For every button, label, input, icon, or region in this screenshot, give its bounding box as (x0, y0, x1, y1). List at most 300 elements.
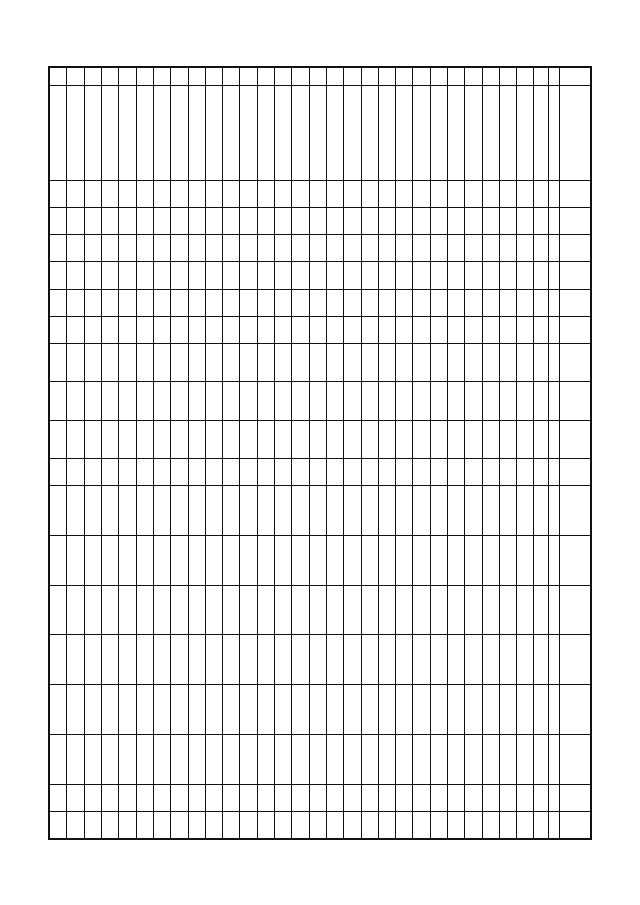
table-cell (50, 316, 67, 343)
table-cell (153, 381, 170, 419)
table-cell (465, 289, 482, 316)
table-cell (413, 289, 430, 316)
table-cell (430, 85, 447, 180)
table-cell (309, 585, 326, 635)
table-cell (549, 381, 559, 419)
table-cell (292, 261, 309, 288)
table-cell (396, 684, 413, 734)
table-cell (240, 784, 257, 811)
table-cell (549, 485, 559, 535)
table-cell (465, 343, 482, 381)
table-cell (378, 343, 395, 381)
table-cell (549, 420, 559, 458)
table-cell (205, 811, 222, 838)
table-cell (326, 67, 343, 85)
table-cell (67, 316, 84, 343)
table-cell (205, 585, 222, 635)
table-cell (413, 784, 430, 811)
table-cell (326, 234, 343, 261)
table-header-cell (559, 535, 590, 585)
table-cell (448, 67, 465, 85)
table-cell (257, 535, 274, 585)
table-cell (361, 784, 378, 811)
table-cell (482, 289, 499, 316)
table-cell (257, 458, 274, 485)
table-row (396, 67, 413, 838)
table-cell (326, 261, 343, 288)
table-cell (67, 207, 84, 234)
table-cell (102, 67, 119, 85)
document-table (49, 67, 591, 839)
table-cell (517, 67, 534, 85)
table-cell (549, 316, 559, 343)
table-cell (344, 784, 361, 811)
table-cell (396, 85, 413, 180)
table-cell (275, 261, 292, 288)
table-cell (534, 85, 549, 180)
table-cell (188, 67, 205, 85)
table-cell (361, 734, 378, 784)
table-cell (344, 734, 361, 784)
table-cell (257, 634, 274, 684)
table-cell (309, 634, 326, 684)
table-cell (482, 180, 499, 207)
table-cell (326, 684, 343, 734)
table-cell (84, 343, 101, 381)
table-cell (223, 535, 240, 585)
table-cell (84, 316, 101, 343)
table-cell (102, 420, 119, 458)
table-cell (549, 261, 559, 288)
table-cell (309, 734, 326, 784)
table-cell (50, 261, 67, 288)
table-cell (153, 261, 170, 288)
table-cell (309, 207, 326, 234)
table-cell (102, 535, 119, 585)
table-cell (378, 485, 395, 535)
table-cell (396, 261, 413, 288)
table-cell (448, 261, 465, 288)
table-cell (448, 535, 465, 585)
table-row (292, 67, 309, 838)
table-cell (67, 811, 84, 838)
table-cell (549, 234, 559, 261)
table-row (482, 67, 499, 838)
table-header-cell (559, 67, 590, 85)
table-row (240, 67, 257, 838)
table-cell (67, 420, 84, 458)
table-cell (549, 85, 559, 180)
table-cell (205, 343, 222, 381)
table-cell (136, 634, 153, 684)
table-cell (119, 458, 136, 485)
table-row (205, 67, 222, 838)
table-cell (378, 289, 395, 316)
table-cell (67, 343, 84, 381)
table-cell (413, 67, 430, 85)
table-row (378, 67, 395, 838)
table-cell (67, 485, 84, 535)
table-cell (361, 684, 378, 734)
table-cell (102, 634, 119, 684)
table-cell (534, 585, 549, 635)
table-header-cell (559, 85, 590, 180)
table-cell (102, 784, 119, 811)
table-cell (275, 784, 292, 811)
table-cell (378, 734, 395, 784)
table-cell (67, 289, 84, 316)
table-cell (309, 535, 326, 585)
table-cell (499, 734, 516, 784)
table-cell (465, 67, 482, 85)
table-cell (517, 485, 534, 535)
table-cell (67, 381, 84, 419)
table-cell (171, 585, 188, 635)
table-cell (378, 585, 395, 635)
table-cell (534, 684, 549, 734)
table-cell (482, 535, 499, 585)
table-cell (326, 316, 343, 343)
table-cell (378, 316, 395, 343)
table-cell (482, 458, 499, 485)
table-cell (240, 634, 257, 684)
table-cell (482, 420, 499, 458)
table-cell (499, 811, 516, 838)
table-cell (119, 343, 136, 381)
table-cell (361, 67, 378, 85)
table-cell (465, 535, 482, 585)
table-cell (240, 67, 257, 85)
table-cell (534, 289, 549, 316)
table-cell (275, 420, 292, 458)
table-cell (275, 634, 292, 684)
table-header-cell (559, 585, 590, 635)
table-cell (153, 67, 170, 85)
table-cell (378, 67, 395, 85)
table-cell (482, 67, 499, 85)
table-cell (396, 207, 413, 234)
table-cell (465, 420, 482, 458)
table-cell (413, 420, 430, 458)
table-cell (102, 234, 119, 261)
table-cell (344, 343, 361, 381)
table-cell (378, 85, 395, 180)
table-cell (240, 180, 257, 207)
table-cell (344, 684, 361, 734)
table-cell (534, 734, 549, 784)
table-cell (275, 85, 292, 180)
table-cell (448, 180, 465, 207)
table-cell (223, 585, 240, 635)
table-cell (223, 684, 240, 734)
table-cell (465, 180, 482, 207)
table-cell (223, 458, 240, 485)
table-cell (275, 811, 292, 838)
table-cell (136, 811, 153, 838)
table-cell (171, 734, 188, 784)
table-cell (326, 734, 343, 784)
table-cell (257, 420, 274, 458)
table-cell (275, 67, 292, 85)
table-cell (465, 585, 482, 635)
table-header-cell (559, 261, 590, 288)
table-cell (378, 535, 395, 585)
table-cell (171, 535, 188, 585)
table-cell (171, 634, 188, 684)
table-cell (517, 811, 534, 838)
table-cell (326, 207, 343, 234)
table-cell (517, 234, 534, 261)
table-cell (549, 535, 559, 585)
table-cell (517, 535, 534, 585)
table-cell (448, 289, 465, 316)
table-cell (292, 634, 309, 684)
table-cell (482, 343, 499, 381)
table-cell (309, 343, 326, 381)
table-cell (344, 811, 361, 838)
table-cell (223, 811, 240, 838)
table-cell (275, 585, 292, 635)
table-cell (482, 261, 499, 288)
table-cell (430, 316, 447, 343)
table-cell (413, 316, 430, 343)
table-row (275, 67, 292, 838)
table-cell (413, 535, 430, 585)
table-cell (171, 485, 188, 535)
table-cell (102, 734, 119, 784)
table-cell (119, 85, 136, 180)
table-cell (257, 67, 274, 85)
table-cell (396, 316, 413, 343)
table-cell (257, 234, 274, 261)
table-cell (84, 85, 101, 180)
table-cell (240, 234, 257, 261)
table-cell (344, 485, 361, 535)
table-cell (413, 234, 430, 261)
table-cell (292, 207, 309, 234)
table-cell (361, 811, 378, 838)
table-cell (240, 316, 257, 343)
table-cell (499, 634, 516, 684)
table-cell (448, 734, 465, 784)
table-cell (119, 289, 136, 316)
table-cell (275, 381, 292, 419)
table-header-cell (559, 634, 590, 684)
table-cell (257, 684, 274, 734)
table-header-cell (559, 458, 590, 485)
table-cell (240, 585, 257, 635)
table-cell (361, 343, 378, 381)
table-cell (413, 381, 430, 419)
table-cell (119, 381, 136, 419)
table-cell (344, 458, 361, 485)
table-header-cell (559, 289, 590, 316)
table-cell (257, 811, 274, 838)
table-row (413, 67, 430, 838)
table-cell (326, 289, 343, 316)
table-cell (223, 343, 240, 381)
table-cell (136, 381, 153, 419)
table-cell (188, 261, 205, 288)
table-cell (205, 207, 222, 234)
table-cell (223, 784, 240, 811)
table-cell (309, 458, 326, 485)
table-cell (153, 316, 170, 343)
table-cell (171, 381, 188, 419)
table-cell (50, 85, 67, 180)
table-cell (257, 585, 274, 635)
table-cell (153, 535, 170, 585)
table-cell (549, 634, 559, 684)
table-cell (188, 234, 205, 261)
table-cell (430, 343, 447, 381)
table-row (361, 67, 378, 838)
table-cell (205, 289, 222, 316)
table-cell (482, 784, 499, 811)
table-header-cell (559, 180, 590, 207)
table-row (171, 67, 188, 838)
table-cell (50, 458, 67, 485)
table-cell (534, 485, 549, 535)
table-cell (430, 784, 447, 811)
table-cell (430, 381, 447, 419)
table-cell (102, 207, 119, 234)
table-cell (517, 343, 534, 381)
table-cell (534, 381, 549, 419)
table-cell (482, 381, 499, 419)
table-cell (292, 289, 309, 316)
table-cell (499, 207, 516, 234)
table-cell (517, 734, 534, 784)
table-cell (188, 811, 205, 838)
table-cell (309, 485, 326, 535)
table-cell (499, 343, 516, 381)
table-cell (171, 261, 188, 288)
table-cell (378, 784, 395, 811)
table-cell (326, 180, 343, 207)
table-cell (205, 316, 222, 343)
table-cell (136, 289, 153, 316)
table-cell (361, 207, 378, 234)
table-cell (136, 343, 153, 381)
table-cell (430, 811, 447, 838)
table-header-cell (559, 684, 590, 734)
table-cell (549, 734, 559, 784)
table-cell (223, 67, 240, 85)
table-cell (482, 634, 499, 684)
table-cell (309, 420, 326, 458)
table-cell (396, 234, 413, 261)
table-cell (448, 234, 465, 261)
table-cell (378, 811, 395, 838)
table-row (344, 67, 361, 838)
table-cell (240, 734, 257, 784)
table-cell (240, 207, 257, 234)
table-cell (67, 684, 84, 734)
table-cell (465, 634, 482, 684)
table-cell (257, 485, 274, 535)
table-cell (378, 634, 395, 684)
table-cell (396, 343, 413, 381)
table-cell (275, 343, 292, 381)
table-cell (188, 180, 205, 207)
table-cell (396, 485, 413, 535)
table-cell (396, 634, 413, 684)
table-cell (136, 485, 153, 535)
table-cell (102, 381, 119, 419)
table-cell (171, 207, 188, 234)
table-cell (517, 85, 534, 180)
table-cell (361, 381, 378, 419)
table-cell (275, 458, 292, 485)
table-cell (430, 585, 447, 635)
table-cell (188, 684, 205, 734)
table-cell (153, 458, 170, 485)
table-cell (50, 289, 67, 316)
table-cell (205, 180, 222, 207)
table-cell (102, 343, 119, 381)
table-cell (344, 85, 361, 180)
table-cell (549, 67, 559, 85)
table-cell (534, 458, 549, 485)
table-cell (430, 420, 447, 458)
table-cell (188, 784, 205, 811)
table-cell (448, 634, 465, 684)
table-cell (430, 234, 447, 261)
table-cell (205, 67, 222, 85)
table-cell (517, 634, 534, 684)
table-body (50, 67, 591, 838)
table-cell (344, 207, 361, 234)
table-header-cell (559, 811, 590, 838)
table-cell (344, 234, 361, 261)
table-cell (430, 485, 447, 535)
table-cell (136, 261, 153, 288)
table-cell (344, 381, 361, 419)
table-cell (67, 585, 84, 635)
table-cell (361, 289, 378, 316)
table-cell (84, 634, 101, 684)
table-cell (67, 261, 84, 288)
table-cell (326, 485, 343, 535)
table-cell (223, 261, 240, 288)
table-cell (344, 67, 361, 85)
table-cell (309, 67, 326, 85)
table-cell (67, 67, 84, 85)
table-cell (430, 207, 447, 234)
table-cell (275, 180, 292, 207)
table-cell (517, 784, 534, 811)
table-cell (517, 585, 534, 635)
table-cell (430, 67, 447, 85)
table-cell (50, 784, 67, 811)
table-cell (292, 458, 309, 485)
table-cell (102, 458, 119, 485)
table-cell (275, 684, 292, 734)
table-cell (378, 261, 395, 288)
table-cell (136, 585, 153, 635)
table-cell (223, 234, 240, 261)
table-cell (50, 207, 67, 234)
table-cell (223, 289, 240, 316)
table-cell (292, 585, 309, 635)
table-cell (396, 458, 413, 485)
table-cell (413, 85, 430, 180)
table-cell (549, 289, 559, 316)
table-cell (205, 734, 222, 784)
table-cell (517, 180, 534, 207)
table-cell (361, 316, 378, 343)
